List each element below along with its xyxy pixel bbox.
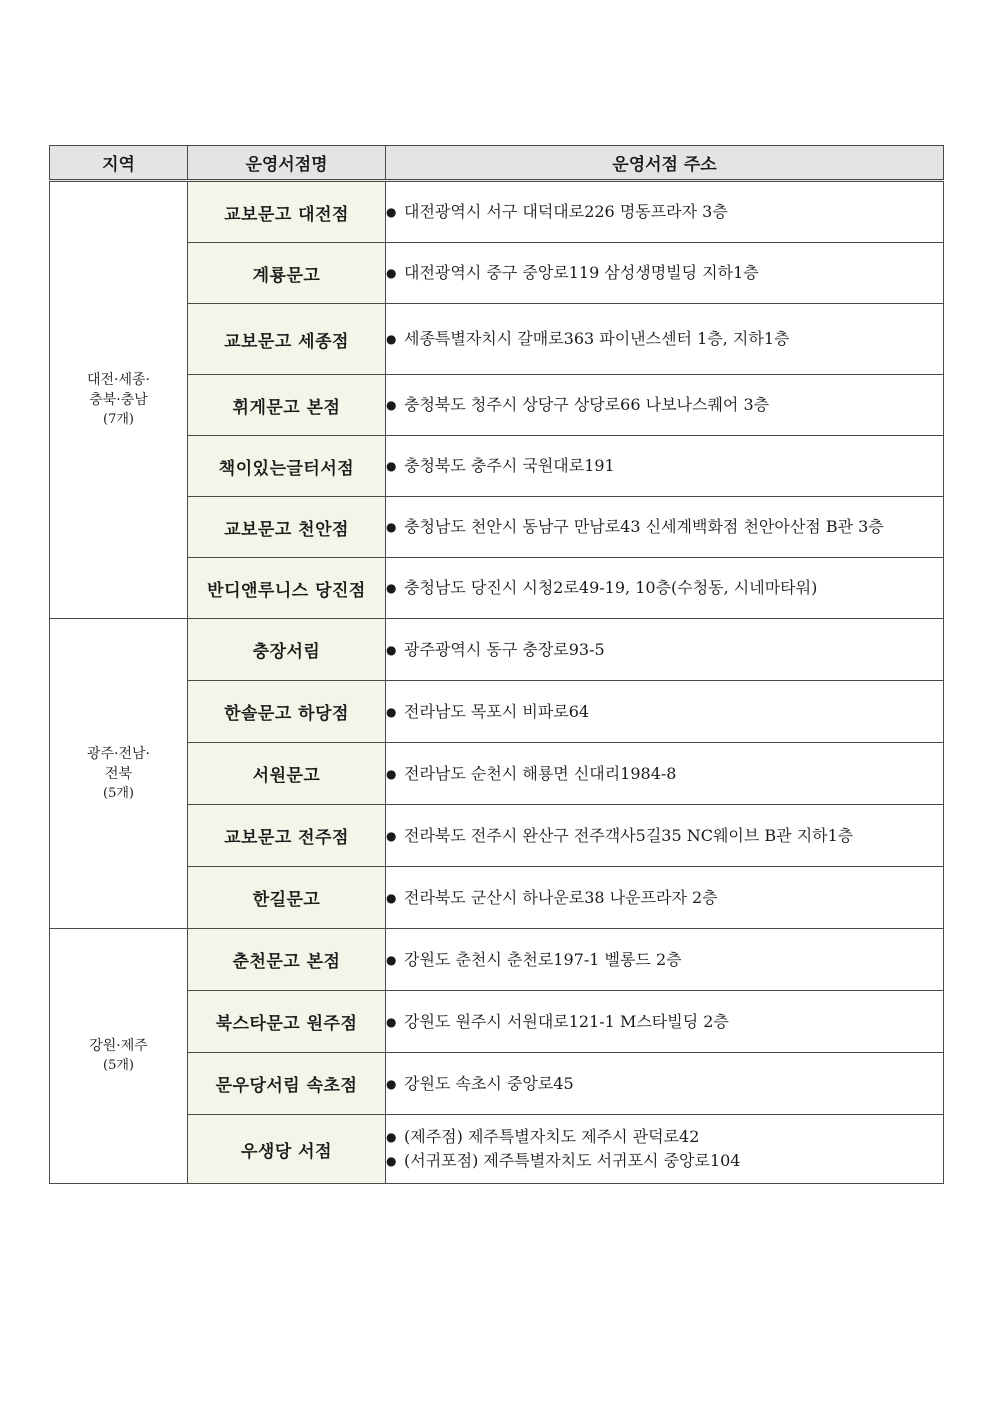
- region-count: (7개): [103, 412, 134, 427]
- region-cell: [50, 181, 188, 619]
- bullet-icon: ●: [386, 266, 397, 280]
- store-address: ● 광주광역시 동구 충장로93-5: [386, 619, 944, 681]
- header-store-address: 운영서점 주소: [386, 146, 944, 181]
- bullet-icon: ●: [386, 1014, 397, 1029]
- bullet-icon: ●: [386, 1076, 397, 1091]
- store-name: 교보문고 전주점: [188, 805, 386, 867]
- bullet-icon: ●: [386, 1130, 397, 1144]
- bookstore-table: [49, 145, 944, 1184]
- store-name: 한길문고: [188, 867, 386, 929]
- region-name-line: 강원·제주: [89, 1038, 148, 1054]
- store-address: ● 충청북도 충주시 국원대로191: [386, 436, 944, 497]
- store-name: 반디앤루니스 당진점: [188, 558, 386, 619]
- store-name: 계룡문고: [188, 243, 386, 304]
- store-name: 책이있는글터서점: [188, 436, 386, 497]
- bullet-icon: ●: [386, 1154, 397, 1168]
- table-header-row: [50, 146, 944, 181]
- region-name-line: 전북: [104, 765, 133, 782]
- store-address: ● 강원도 속초시 중앙로45: [386, 1053, 944, 1115]
- store-name: 서원문고: [188, 743, 386, 805]
- store-address: ● 전라남도 목포시 비파로64: [386, 681, 944, 743]
- bullet-icon: ●: [386, 890, 397, 905]
- region-cell: [50, 929, 188, 1184]
- bullet-icon: ●: [386, 642, 397, 657]
- store-name: 교보문고 천안점: [188, 497, 386, 558]
- bullet-icon: ●: [386, 952, 397, 967]
- bullet-icon: ●: [386, 332, 397, 346]
- region-name-line: 광주·전남·: [87, 745, 150, 762]
- store-address: ● 전라북도 군산시 하나운로38 나운프라자 2층: [386, 867, 944, 929]
- store-name: 교보문고 세종점: [188, 304, 386, 375]
- region-count: (5개): [103, 1058, 134, 1073]
- store-address: ● 대전광역시 서구 대덕대로226 명동프라자 3층: [386, 181, 944, 243]
- store-address: ● (제주점) 제주특별자치도 제주시 관덕로42 ● (서귀포점) 제주특별자치도 서귀포시 중앙로104: [386, 1115, 944, 1184]
- store-name: 문우당서림 속초점: [188, 1053, 386, 1115]
- store-address: ● 세종특별자치시 갈매로363 파이낸스센터 1층, 지하1층: [386, 304, 944, 375]
- store-address: ● 강원도 춘천시 춘천로197-1 벨롱드 2층: [386, 929, 944, 991]
- store-address: ● 전라북도 전주시 완산구 전주객사5길35 NC웨이브 B관 지하1층: [386, 805, 944, 867]
- store-address: ● 충청남도 천안시 동남구 만남로43 신세계백화점 천안아산점 B관 3층: [386, 497, 944, 558]
- store-address: ● 전라남도 순천시 해룡면 신대리1984-8: [386, 743, 944, 805]
- bullet-icon: ●: [386, 459, 397, 473]
- region-name-line: 충북·충남: [89, 392, 148, 408]
- store-name: 우생당 서점: [188, 1115, 386, 1184]
- bullet-icon: ●: [386, 704, 397, 719]
- bullet-icon: ●: [386, 398, 397, 412]
- store-address: ● 충청북도 청주시 상당구 상당로66 나보나스퀘어 3층: [386, 375, 944, 436]
- store-name: 한솔문고 하당점: [188, 681, 386, 743]
- store-name: 교보문고 대전점: [188, 181, 386, 243]
- table-row: [50, 929, 944, 991]
- region-name-line: 대전·세종·: [87, 372, 150, 388]
- store-address: ● 충청남도 당진시 시청2로49-19, 10층(수청동, 시네마타워): [386, 558, 944, 619]
- bullet-icon: ●: [386, 520, 397, 534]
- region-cell: [50, 619, 188, 929]
- region-count: (5개): [103, 785, 134, 801]
- store-name: 북스타문고 원주점: [188, 991, 386, 1053]
- bullet-icon: ●: [386, 205, 397, 219]
- store-address: ● 강원도 원주시 서원대로121-1 M스타빌딩 2층: [386, 991, 944, 1053]
- store-name: 충장서림: [188, 619, 386, 681]
- bullet-icon: ●: [386, 766, 397, 781]
- bullet-icon: ●: [386, 828, 397, 843]
- bullet-icon: ●: [386, 581, 397, 595]
- table-row: [50, 181, 944, 243]
- store-address: ● 대전광역시 중구 중앙로119 삼성생명빌딩 지하1층: [386, 243, 944, 304]
- store-name: 춘천문고 본점: [188, 929, 386, 991]
- table-row: [50, 619, 944, 681]
- header-store-name: 운영서점명: [188, 146, 386, 181]
- header-region: 지역: [50, 146, 188, 181]
- store-name: 휘게문고 본점: [188, 375, 386, 436]
